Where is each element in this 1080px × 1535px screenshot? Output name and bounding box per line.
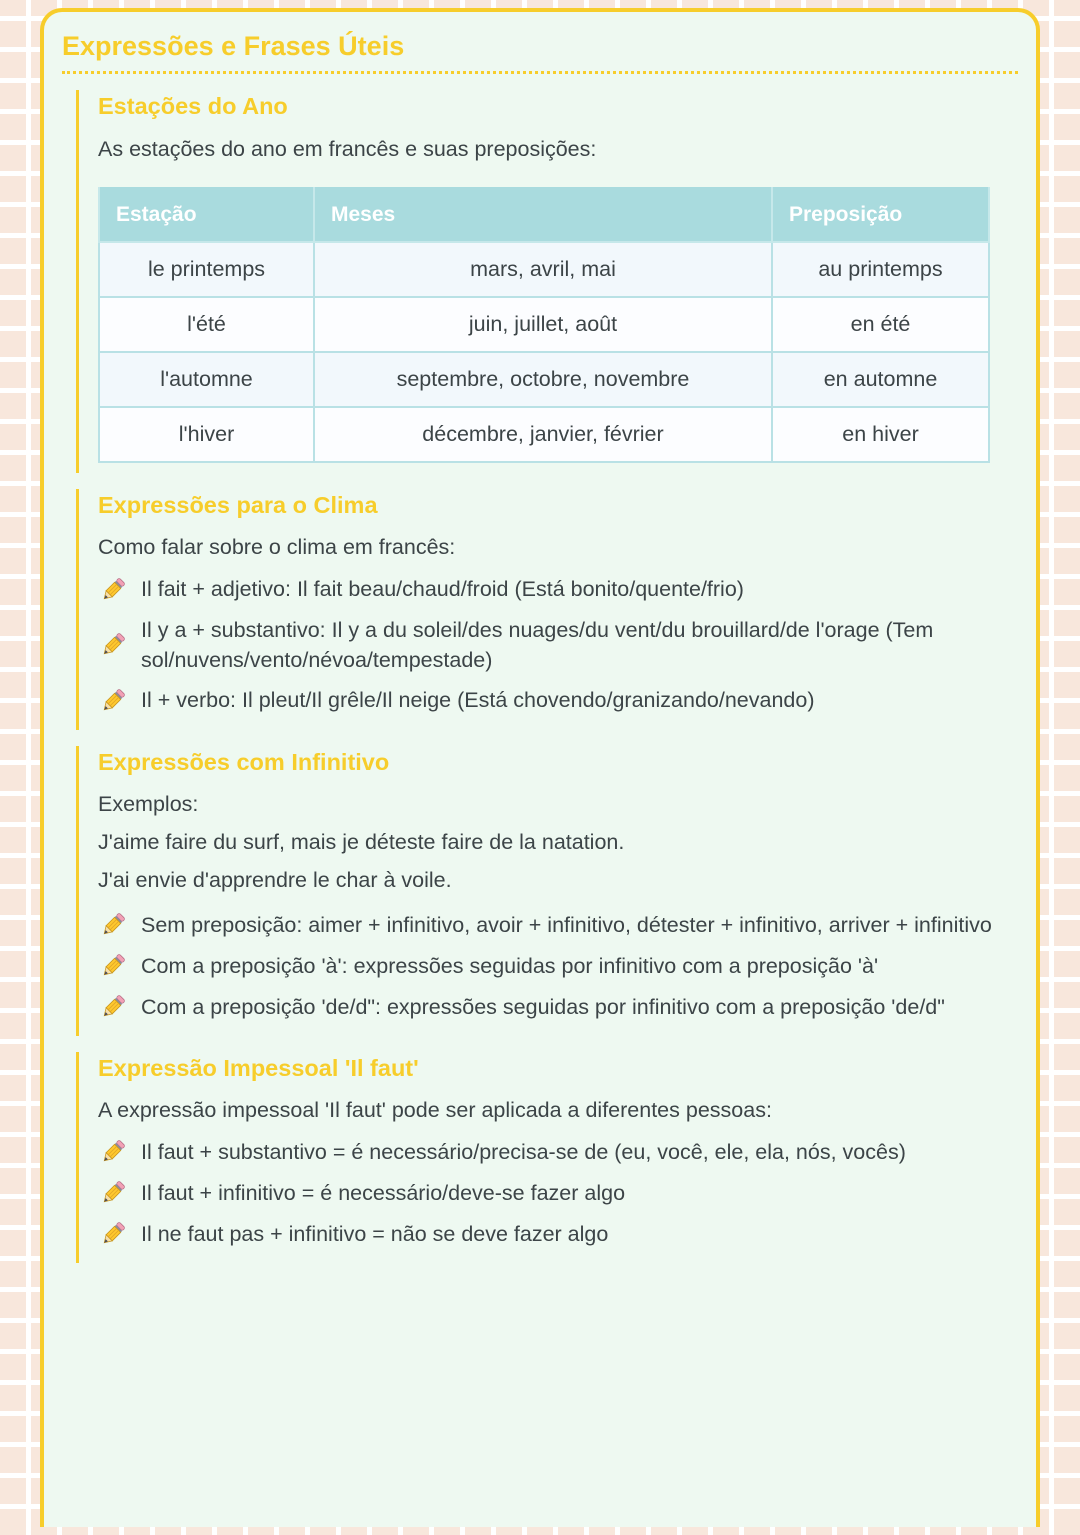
pencil-icon: [98, 685, 128, 717]
section-heading: Expressões com Infinitivo: [98, 748, 390, 775]
table-cell: juin, juillet, août: [314, 297, 772, 352]
section-estacoes-do-ano: [76, 90, 1018, 473]
page-title: Expressões e Frases Úteis: [62, 31, 405, 61]
pencil-icon: [98, 1218, 128, 1250]
list-item: [98, 685, 1018, 717]
bullet-text: Com a preposição 'de/d": expressões seguidas por infinitivo com a preposição 'de/d": [141, 994, 945, 1019]
pencil-icon: [98, 909, 128, 941]
bullet-text: Com a preposição 'à': expressões seguidas por infinitivo com a preposição 'à': [141, 953, 879, 978]
pencil-icon: [98, 950, 128, 982]
section-expressoes-clima: [76, 489, 1018, 730]
table-row: [99, 297, 989, 352]
table-cell: mars, avril, mai: [314, 242, 772, 297]
section-intro: Como falar sobre o clima em francês:: [98, 535, 456, 560]
bullet-list: [98, 1136, 1018, 1250]
notes-card: [40, 8, 1040, 1527]
table-cell: décembre, janvier, février: [314, 407, 772, 462]
section-heading: Expressões para o Clima: [98, 491, 378, 518]
examples-group: [98, 790, 1018, 895]
list-item: [98, 1136, 1018, 1168]
table-cell: l'hiver: [99, 407, 314, 462]
dotted-divider: [62, 71, 1018, 74]
seasons-table: [98, 187, 990, 463]
list-item: [98, 1177, 1018, 1209]
pencil-icon: [98, 991, 128, 1023]
table-cell: septembre, octobre, novembre: [314, 352, 772, 407]
table-cell: en hiver: [772, 407, 989, 462]
pencil-icon: [98, 1177, 128, 1209]
bullet-text: Il faut + infinitivo = é necessário/deve-se fazer algo: [141, 1181, 626, 1206]
section-intro: A expressão impessoal 'Il faut' pode ser aplicada a diferentes pessoas:: [98, 1098, 772, 1123]
list-item: [98, 1218, 1018, 1250]
table-cell: l'été: [99, 297, 314, 352]
list-item: [98, 950, 1018, 982]
bullet-text: Il ne faut pas + infinitivo = não se deve fazer algo: [141, 1222, 609, 1247]
table-cell: en automne: [772, 352, 989, 407]
pencil-icon: [98, 574, 128, 606]
column-header-preposicao: Preposição: [772, 188, 989, 242]
column-header-meses: Meses: [314, 188, 772, 242]
section-expressoes-infinitivo: [76, 746, 1018, 1036]
table-row: [99, 352, 989, 407]
bullet-list: [98, 574, 1018, 717]
table-header-row: [99, 188, 989, 242]
table-cell: l'automne: [99, 352, 314, 407]
column-header-estacao: Estação: [99, 188, 314, 242]
bullet-text: Sem preposição: aimer + infinitivo, avoir + infinitivo, détester + infinitivo, arriver + infinitivo: [141, 912, 992, 937]
example-line: J'aime faire du surf, mais je déteste faire de la natation.: [98, 830, 625, 855]
table-cell: au printemps: [772, 242, 989, 297]
bullet-text: Il + verbo: Il pleut/Il grêle/Il neige (Está chovendo/granizando/nevando): [141, 688, 815, 713]
table-row: [99, 242, 989, 297]
list-item: [98, 991, 1018, 1023]
table-row: [99, 407, 989, 462]
list-item: [98, 574, 1018, 606]
example-line: J'ai envie d'apprendre le char à voile.: [98, 868, 452, 893]
section-intro: As estações do ano em francês e suas preposições:: [98, 136, 597, 161]
pencil-icon: [98, 629, 128, 661]
list-item: [98, 615, 1018, 676]
section-heading: Expressão Impessoal 'Il faut': [98, 1054, 419, 1081]
bullet-list: [98, 909, 1018, 1023]
pencil-icon: [98, 1136, 128, 1168]
section-heading: Estações do Ano: [98, 93, 288, 120]
list-item: [98, 909, 1018, 941]
example-line: Exemplos:: [98, 791, 199, 816]
bullet-text: Il fait + adjetivo: Il fait beau/chaud/froid (Está bonito/quente/frio): [141, 577, 744, 602]
section-expressao-impessoal-il-faut: [76, 1052, 1018, 1264]
table-cell: le printemps: [99, 242, 314, 297]
bullet-text: Il faut + substantivo = é necessário/precisa-se de (eu, você, ele, ela, nós, vocês): [141, 1140, 906, 1165]
table-cell: en été: [772, 297, 989, 352]
bullet-text: Il y a + substantivo: Il y a du soleil/des nuages/du vent/du brouillard/de l'orage (Tem sol/nuvens/vento/névoa/tempestade): [141, 617, 934, 673]
